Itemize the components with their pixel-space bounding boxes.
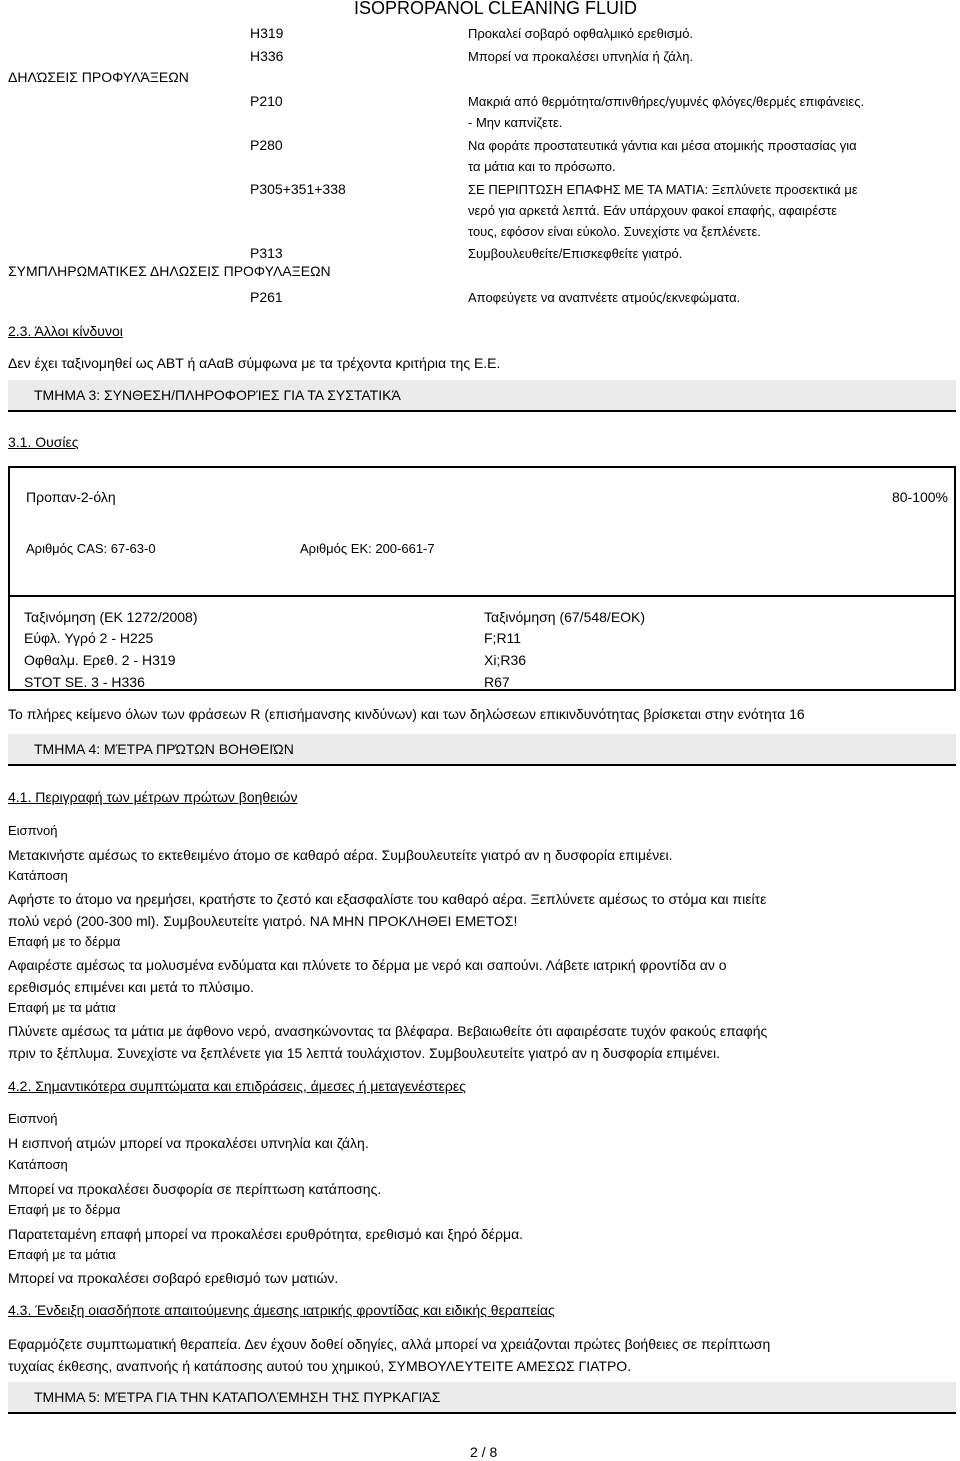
statement-text: Προκαλεί σοβαρό οφθαλμικό ερεθισμό. <box>468 26 694 41</box>
statement-text: τους, εφόσον είναι εύκολο. Συνεχίστε να ξεπλένετε. <box>468 224 761 239</box>
route-label: Εισπνοή <box>8 1111 58 1126</box>
subsection-4-2-heading: 4.2. Σημαντικότερα συμπτώματα και επιδράσεις, άμεσες ή μεταγενέστερες <box>8 1078 466 1094</box>
section-4-header <box>8 734 956 766</box>
first-aid-text: πριν το ξέπλυμα. Συνεχίστε να ξεπλένετε για 15 λεπτά τουλάχιστον. Συμβουλευτείτε γιατρό αν η δυσφορία επιμένει. <box>8 1045 721 1061</box>
statement-text: νερό για αρκετά λεπτά. Εάν υπάρχουν φακοί επαφής, αφαιρέστε <box>468 203 838 218</box>
symptom-text: Μπορεί να προκαλέσει σοβαρό ερεθισμό των ματιών. <box>8 1270 339 1286</box>
ec-number: Αριθμός ΕΚ: 200-661-7 <box>300 541 435 556</box>
symptom-text: Παρατεταμένη επαφή μπορεί να προκαλέσει ερυθρότητα, ερεθισμό και ξηρό δέρμα. <box>8 1226 524 1242</box>
supplementary-statements-label: ΣΥΜΠΛΗΡΩΜΑΤΙΚΕΣ ΔΗΛΩΣΕΙΣ ΠΡΟΦΥΛΑΞΕΩΝ <box>8 263 331 279</box>
dsd-classification-item: Xi;R36 <box>484 652 527 668</box>
first-aid-text: Αφήστε το άτομο να ηρεμήσει, κρατήστε το ζεστό και εξασφαλίστε του καθαρό αέρα. Ξεπλύνετε αμέσως το στόμα και πιείτε <box>8 891 767 907</box>
substance-name: Προπαν-2-όλη <box>26 489 116 505</box>
statement-code: P210 <box>250 93 283 109</box>
route-label: Επαφή με τα μάτια <box>8 1000 116 1015</box>
r-phrases-note: Το πλήρες κείμενο όλων των φράσεων R (επισήμανσης κινδύνων) και των δηλώσεων επικινδυνότητας βρίσκεται στην ενότητα 16 <box>8 706 805 722</box>
first-aid-text: Πλύνετε αμέσως τα μάτια με άφθονο νερό, ανασηκώνοντας τα βλέφαρα. Βεβαιωθείτε ότι αφαιρέσατε τυχόν φακούς επαφής <box>8 1023 768 1039</box>
subsection-4-3-heading: 4.3. Ένδειξη οιασδήποτε απαιτούμενης άμεσης ιατρικής φροντίδας και ειδικής θεραπείας <box>8 1302 555 1318</box>
statement-text: Να φοράτε προστατευτικά γάντια και μέσα ατομικής προστασίας για <box>468 138 857 153</box>
first-aid-text: ερεθισμός επιμένει και μετά το πλύσιμο. <box>8 979 255 995</box>
substance-box <box>8 466 956 691</box>
substance-concentration: 80-100% <box>891 489 948 505</box>
treatment-text: τυχαίας έκθεσης, αναπνοής ή κατάποσης αυτού του χημικού, ΣΥΜΒΟΥΛΕΥΤΕΙΤΕ ΑΜΕΣΩΣ ΓΙΑΤΡΟ. <box>8 1358 632 1374</box>
statement-text: Συμβουλευθείτε/Επισκεφθείτε γιατρό. <box>468 246 683 261</box>
clp-classification-header: Ταξινόμηση (ΕΚ 1272/2008) <box>24 609 198 625</box>
statement-code: H319 <box>250 25 284 41</box>
dsd-classification-header: Ταξινόμηση (67/548/ΕΟΚ) <box>484 609 646 625</box>
statement-code: P313 <box>250 245 283 261</box>
dsd-classification-item: F;R11 <box>484 630 522 646</box>
clp-classification-item: Οφθαλμ. Ερεθ. 2 - H319 <box>24 652 176 668</box>
statement-code: H336 <box>250 48 284 64</box>
statement-code: P305+351+338 <box>250 181 346 197</box>
statement-text: τα μάτια και το πρόσωπο. <box>468 159 616 174</box>
page-number: 2 / 8 <box>470 1444 498 1460</box>
route-label: Επαφή με το δέρμα <box>8 1202 121 1217</box>
first-aid-text: Μετακινήστε αμέσως το εκτεθειμένο άτομο σε καθαρό αέρα. Συμβουλευτείτε γιατρό αν η δυσφορία επιμένει. <box>8 847 673 863</box>
clp-classification-item: Εύφλ. Υγρό 2 - H225 <box>24 630 154 646</box>
precautionary-statements-label: ΔΗΛΏΣΕΙΣ ΠΡΟΦΥΛΆΞΕΩΝ <box>8 69 189 85</box>
statement-text: Μπορεί να προκαλέσει υπνηλία ή ζάλη. <box>468 49 694 64</box>
section-4-title: ΤΜΗΜΑ 4: ΜΈΤΡΑ ΠΡΏΤΩΝ ΒΟΗΘΕΙΏΝ <box>34 741 294 757</box>
statement-text: Αποφεύγετε να αναπνέετε ατμούς/εκνεφώματα. <box>468 290 741 305</box>
statement-code: P261 <box>250 289 283 305</box>
section-5-title: ΤΜΗΜΑ 5: ΜΈΤΡΑ ΓΙΑ ΤΗΝ ΚΑΤΑΠΟΛΈΜΗΣΗ ΤΗΣ ΠΥΡΚΑΓΙΆΣ <box>34 1389 441 1405</box>
document-title: ISOPROPANOL CLEANING FLUID <box>354 0 638 18</box>
route-label: Επαφή με το δέρμα <box>8 934 121 949</box>
route-label: Κατάποση <box>8 1157 68 1172</box>
statement-code: P280 <box>250 137 283 153</box>
section-5-header <box>8 1382 956 1414</box>
treatment-text: Εφαρμόζετε συμπτωματική θεραπεία. Δεν έχουν δοθεί οδηγίες, αλλά μπορεί να χρειάζονται πρώτες βοήθειες σε περίπτωση <box>8 1336 771 1352</box>
route-label: Επαφή με τα μάτια <box>8 1247 116 1262</box>
first-aid-text: πολύ νερό (200-300 ml). Συμβουλευτείτε γιατρό. ΝΑ ΜΗΝ ΠΡΟΚΛΗΘΕΙ ΕΜΕΤΟΣ! <box>8 913 518 929</box>
cas-number: Αριθμός CAS: 67-63-0 <box>26 541 156 556</box>
classification-divider <box>10 595 954 597</box>
symptom-text: Μπορεί να προκαλέσει δυσφορία σε περίπτωση κατάποσης. <box>8 1181 382 1197</box>
section-3-title: ΤΜΗΜΑ 3: ΣΥΝΘΕΣΗ/ΠΛΗΡΟΦΟΡΊΕΣ ΓΙΑ ΤΑ ΣΥΣΤΑΤΙΚΆ <box>34 387 401 403</box>
other-hazards-text: Δεν έχει ταξινομηθεί ως ΑΒΤ ή αΑαΒ σύμφωνα με τα τρέχοντα κριτήρια της Ε.Ε. <box>8 355 501 371</box>
dsd-classification-item: R67 <box>484 674 510 690</box>
section-3-header <box>8 380 956 412</box>
first-aid-text: Αφαιρέστε αμέσως τα μολυσμένα ενδύματα και πλύνετε το δέρμα με νερό και σαπούνι. Λάβετε ιατρική φροντίδα αν ο <box>8 957 727 973</box>
route-label: Εισπνοή <box>8 823 58 838</box>
statement-text: ΣΕ ΠΕΡΙΠΤΩΣΗ ΕΠΑΦΗΣ ΜΕ ΤΑ ΜΑΤΙΑ: Ξεπλύνετε προσεκτικά με <box>468 182 858 197</box>
route-label: Κατάποση <box>8 868 68 883</box>
substances-heading: 3.1. Ουσίες <box>8 434 79 450</box>
clp-classification-item: STOT SE. 3 - H336 <box>24 674 145 690</box>
statement-text: Μακριά από θερμότητα/σπινθήρες/γυμνές φλόγες/θερμές επιφάνειες. <box>468 94 865 109</box>
statement-text: - Μην καπνίζετε. <box>468 115 563 130</box>
other-hazards-heading: 2.3. Άλλοι κίνδυνοι <box>8 323 123 339</box>
symptom-text: Η εισπνοή ατμών μπορεί να προκαλέσει υπνηλία και ζάλη. <box>8 1135 369 1151</box>
subsection-4-1-heading: 4.1. Περιγραφή των μέτρων πρώτων βοηθειών <box>8 789 298 805</box>
